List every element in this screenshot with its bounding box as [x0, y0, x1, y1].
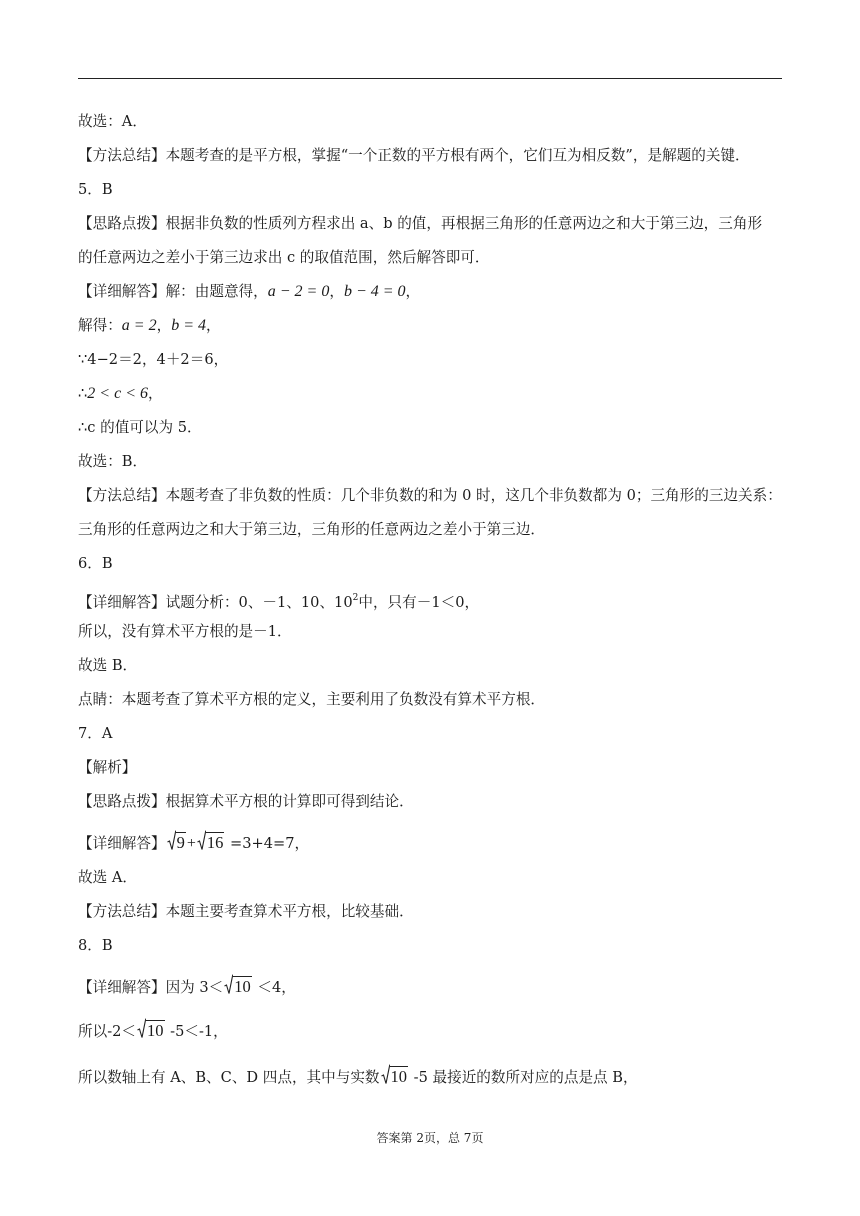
answer-heading: 6．B: [78, 555, 113, 572]
text-line: 所以，没有算术平方根的是－1．: [78, 623, 292, 640]
separator: ，: [156, 317, 172, 334]
text-line: ∴c 的值可以为 5．: [78, 419, 202, 436]
answer-heading: 5．B: [78, 181, 113, 198]
label-text: 【详细解答】试题分析：0、－1、10、10: [78, 594, 353, 611]
sqrt-expression: 10: [224, 974, 252, 995]
label-text: 中，只有－1＜0，: [358, 594, 480, 611]
text-line: [78, 384, 798, 404]
radical-sign-icon: [197, 830, 206, 851]
text-line: 【思路点拨】根据算术平方根的计算即可得到结论．: [78, 793, 414, 810]
text-line: 【方法总结】本题考查的是平方根，掌握“一个正数的平方根有两个，它们互为相反数”，是解题的关键．: [78, 147, 750, 164]
label-text: 【详细解答】: [78, 835, 166, 852]
radical-sign-icon: [224, 974, 233, 995]
answer-heading: 8．B: [78, 937, 113, 954]
therefore-symbol: ∴: [78, 385, 88, 402]
equation: b − 4 = 0: [343, 283, 406, 300]
separator: ，: [329, 283, 344, 300]
text-line: 三角形的任意两边之和大于第三边，三角形的任意两边之差小于第三边．: [78, 521, 546, 538]
text-line: 故选 B．: [78, 657, 138, 674]
header-rule: [78, 78, 782, 79]
separator: ，: [405, 283, 421, 300]
label-text: 解得：: [78, 317, 122, 334]
radical-sign-icon: [137, 1018, 146, 1039]
text-line: [78, 830, 798, 854]
text-line: 【方法总结】本题考查了非负数的性质：几个非负数的和为 0 时，这几个非负数都为 0；三角形的三边关系：: [78, 487, 782, 504]
sqrt-expression: 10: [381, 1064, 409, 1085]
label-text: 所以数轴上有 A、B、C、D 四点，其中与实数: [78, 1069, 380, 1086]
radical-sign-icon: [381, 1064, 390, 1085]
text-line: 【思路点拨】根据非负数的性质列方程求出 a、b 的值，再根据三角形的任意两边之和大于第三边，三角形: [78, 215, 763, 232]
separator: ，: [148, 385, 163, 402]
page-footer: 答案第 2页，总 7页: [376, 1131, 484, 1145]
label-text: -5＜-1，: [165, 1023, 228, 1040]
text-line: 的任意两边之差小于第三边求出 c 的取值范围，然后解答即可．: [78, 249, 490, 266]
label-text: 所以-2＜: [78, 1023, 136, 1040]
equation: b = 4: [171, 317, 206, 334]
text-line: ∵4−2＝2，4＋2＝6，: [78, 351, 229, 368]
label-text: -5 最接近的数所对应的点是点 B，: [409, 1069, 638, 1086]
superscript: 2: [352, 593, 359, 603]
text-line: [78, 1018, 798, 1042]
text-line: 【方法总结】本题主要考查算术平方根，比较基础．: [78, 903, 414, 920]
sqrt-expression: 9: [167, 830, 186, 851]
text-line: 故选：B．: [78, 453, 148, 470]
text-line: [78, 588, 798, 613]
inequality: 2 < c < 6: [87, 385, 148, 402]
label-text: =3+4=7，: [225, 835, 310, 852]
text-line: 【解析】: [78, 759, 137, 776]
separator: ，: [206, 317, 221, 334]
sqrt-expression: 10: [137, 1018, 165, 1039]
answer-heading: 7．A: [78, 725, 113, 742]
sqrt-expression: 16: [197, 830, 225, 851]
text-line: [78, 974, 798, 998]
label-text: 【详细解答】解：由题意得，: [78, 283, 268, 300]
text-line: [78, 1064, 798, 1088]
plus-sign: +: [186, 835, 196, 852]
text-line: 故选 A．: [78, 869, 137, 886]
radical-sign-icon: [167, 830, 176, 851]
equation: a = 2: [121, 317, 157, 334]
text-line: 点睛：本题考查了算术平方根的定义，主要利用了负数没有算术平方根．: [78, 691, 546, 708]
equation: a − 2 = 0: [267, 283, 330, 300]
text-line: [78, 282, 798, 302]
text-line: 故选：A．: [78, 113, 147, 130]
label-text: ＜4，: [252, 979, 296, 996]
text-line: [78, 316, 798, 336]
label-text: 【详细解答】因为 3＜: [78, 979, 224, 996]
